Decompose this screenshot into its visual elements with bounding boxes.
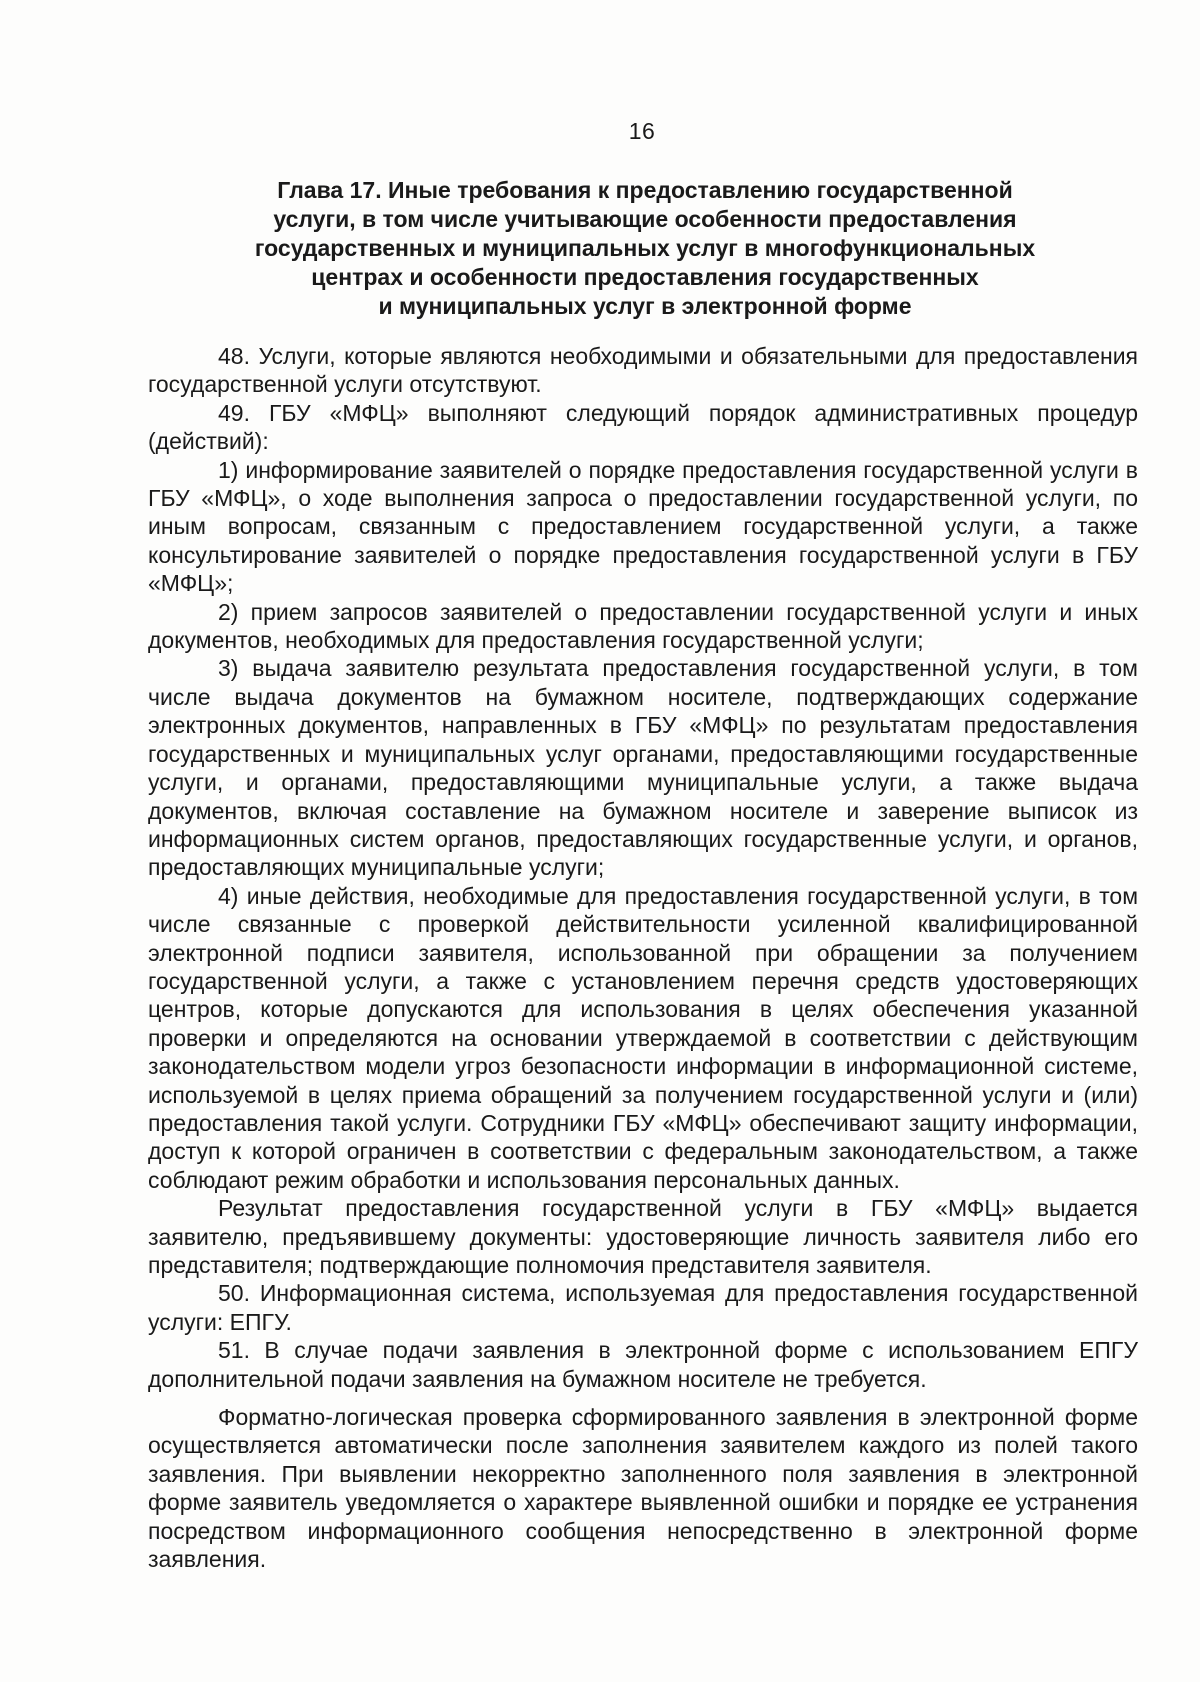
paragraph-49: 49. ГБУ «МФЦ» выполняют следующий порядок административных процедур (действий): <box>148 399 1138 455</box>
chapter-title-line: государственных и муниципальных услуг в многофункциональных <box>254 235 1036 261</box>
list-item-4: 4) иные действия, необходимые для предоставления государственной услуги, в том числе связанные с проверкой действительности усиленной квалифицированной электронной подписи заявителя, использованной при обращении за получением государственной услуги, а также с установлением перечня средств удостоверяющих центров, которые допускаются для использования в целях обеспечения указанной проверки и определяются на основании утверждаемой в соответствии с действующим законодательством модели угроз безопасности информации в информационной системе, используемой в целях приема обращений за получением государственной услуги и (или) предоставления такой услуги. Сотрудники ГБУ «МФЦ» обеспечивают защиту информации, доступ к которой ограничен в соответствии с федеральным законодательством, а также соблюдают режим обработки и использования персональных данных. <box>148 882 1138 1193</box>
chapter-title-line: центрах и особенности предоставления государственных <box>311 264 979 290</box>
paragraph-50: 50. Информационная система, используемая для предоставления государственной услуги: ЕПГУ. <box>148 1280 1138 1335</box>
page-number: 16 <box>628 118 656 144</box>
paragraph-48: 48. Услуги, которые являются необходимыми и обязательными для предоставления государственной услуги отсутствуют. <box>148 343 1138 398</box>
chapter-title-line: Глава 17. Иные требования к предоставлению государственной <box>277 177 1013 203</box>
chapter-title <box>150 176 1140 321</box>
list-item-1: 1) информирование заявителей о порядке предоставления государственной услуги в ГБУ «МФЦ», о ходе выполнения запроса о предоставлении государственной услуги, по иным вопросам, связанным с предоставлением государственной услуги, а также консультирование заявителей о порядке предоставления государственной услуги в ГБУ «МФЦ»; <box>148 456 1138 597</box>
chapter-title-line: и муниципальных услуг в электронной форме <box>378 293 912 319</box>
chapter-title-line: услуги, в том числе учитывающие особенности предоставления <box>273 206 1017 232</box>
paragraph-result: Результат предоставления государственной услуги в ГБУ «МФЦ» выдается заявителю, предъявившему документы: удостоверяющие личность заявителя либо его представителя; подтверждающие полномочия представителя заявителя. <box>148 1195 1138 1278</box>
list-item-3: 3) выдача заявителю результата предоставления государственной услуги, в том числе выдача документов на бумажном носителе, подтверждающих содержание электронных документов, направленных в ГБУ «МФЦ» по результатам предоставления государственных и муниципальных услуг органами, предоставляющими государственные услуги, и органами, предоставляющими муниципальные услуги, а также выдача документов, включая составление на бумажном носителе и заверение выписок из информационных систем органов, предоставляющих государственные услуги, и органов, предоставляющих муниципальные услуги; <box>148 655 1138 881</box>
paragraph-51: 51. В случае подачи заявления в электронной форме с использованием ЕПГУ дополнительной подачи заявления на бумажном носителе не требуется. <box>148 1337 1138 1392</box>
document-body <box>148 342 1138 1573</box>
paragraph-format-check: Форматно-логическая проверка сформированного заявления в электронной форме осуществляется автоматически после заполнения заявителем каждого из полей такого заявления. При выявлении некорректно заполненного поля заявления в электронной форме заявитель уведомляется о характере выявленной ошибки и порядке ее устранения посредством информационного сообщения непосредственно в электронной форме заявления. <box>148 1404 1138 1573</box>
list-item-2: 2) прием запросов заявителей о предоставлении государственной услуги и иных документов, необходимых для предоставления государственной услуги; <box>148 598 1138 654</box>
